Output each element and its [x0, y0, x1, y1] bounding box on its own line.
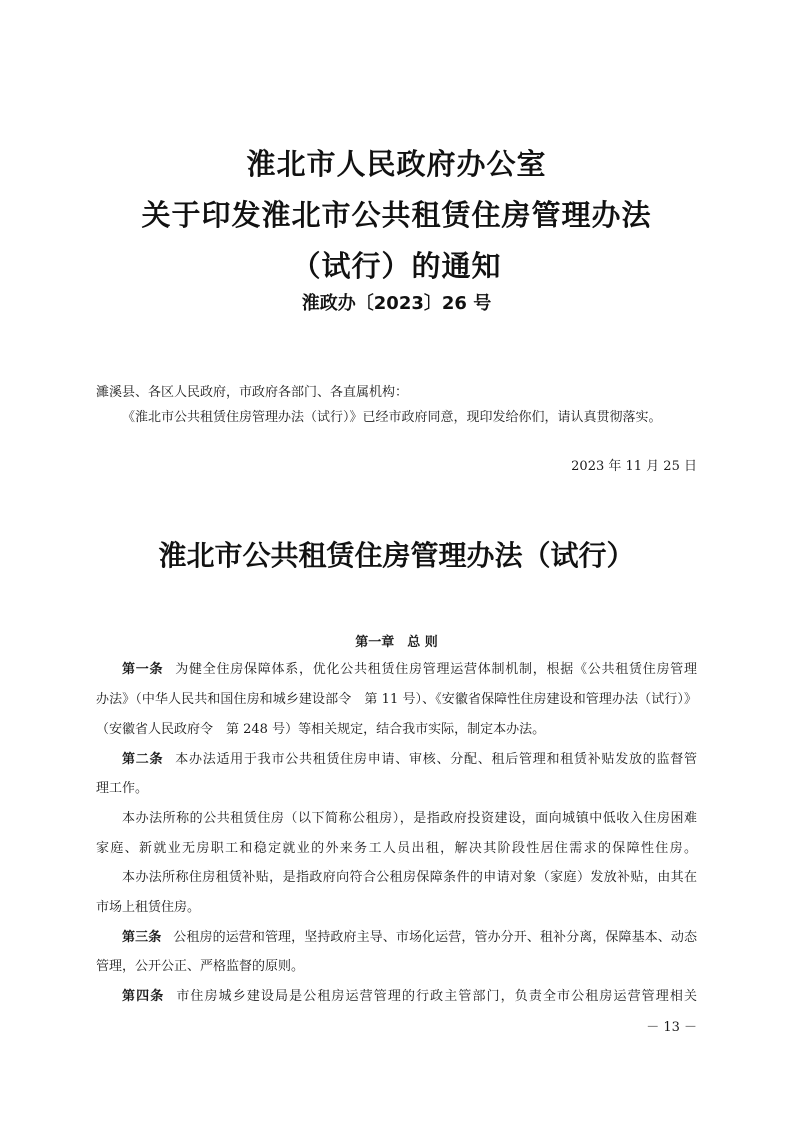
article-3-line-1: 第三条 公租房的运营和管理，坚持政府主导、市场化运营，管办分开、租补分离，保障基本、动态 [122, 930, 697, 945]
paragraph-subsidy-line-1: 本办法所称住房租赁补贴，是指政府向符合公租房保障条件的申请对象（家庭）发放补贴，由其在 [122, 870, 697, 885]
page-number: － 13 － [646, 1020, 697, 1035]
article-2-label: 第二条 [122, 752, 164, 767]
rules-title: 淮北市公共租赁住房管理办法（试行） [158, 539, 635, 572]
paragraph-definition-line-2: 家庭、新就业无房职工和稳定就业的外来务工人员出租，解决其阶段性居住需求的保障性住房。 [96, 841, 697, 856]
paragraph-subsidy-line-2: 市场上租赁住房。 [96, 900, 201, 915]
article-3-line-2: 管理，公开公正、严格监督的原则。 [96, 959, 305, 974]
document-number: 淮政办〔2023〕26 号 [301, 293, 492, 314]
notice-title-line-3: （试行）的通知 [291, 249, 502, 283]
article-2-line-2: 理工作。 [96, 781, 149, 796]
article-4-label: 第四条 [122, 989, 165, 1004]
article-1-label: 第一条 [122, 662, 164, 677]
notice-addressee: 濉溪县、各区人民政府，市政府各部门、各直属机构： [96, 385, 409, 400]
notice-title-line-1: 淮北市人民政府办公室 [246, 147, 547, 181]
article-2-line-1: 第二条 本办法适用于我市公共租赁住房申请、审核、分配、租后管理和租赁补贴发放的监督管 [122, 752, 697, 767]
notice-body: 《淮北市公共租赁住房管理办法（试行）》已经市政府同意，现印发给你们，请认真贯彻落实。 [122, 410, 662, 425]
notice-date: 2023 年 11 月 25 日 [571, 459, 697, 474]
notice-title-line-2: 关于印发淮北市公共租赁住房管理办法 [141, 198, 652, 232]
article-4-line-1: 第四条 市住房城乡建设局是公租房运营管理的行政主管部门，负责全市公租房运营管理相关 [122, 989, 697, 1004]
article-1-line-2: 办法》（中华人民共和国住房和城乡建设部令 第 11 号）、《安徽省保障性住房建设和管理办法（试行）》 [96, 692, 697, 707]
paragraph-definition-line-1: 本办法所称的公共租赁住房（以下简称公租房），是指政府投资建设，面向城镇中低收入住房困难 [122, 811, 697, 826]
chapter-title: 第一章 总 则 [355, 635, 438, 650]
article-3-label: 第三条 [122, 930, 162, 945]
article-1-line-1: 第一条 为健全住房保障体系，优化公共租赁住房管理运营体制机制，根据《公共租赁住房管理 [122, 662, 697, 677]
article-1-line-3: （安徽省人民政府令 第 248 号）等相关规定，结合我市实际，制定本办法。 [96, 722, 546, 737]
